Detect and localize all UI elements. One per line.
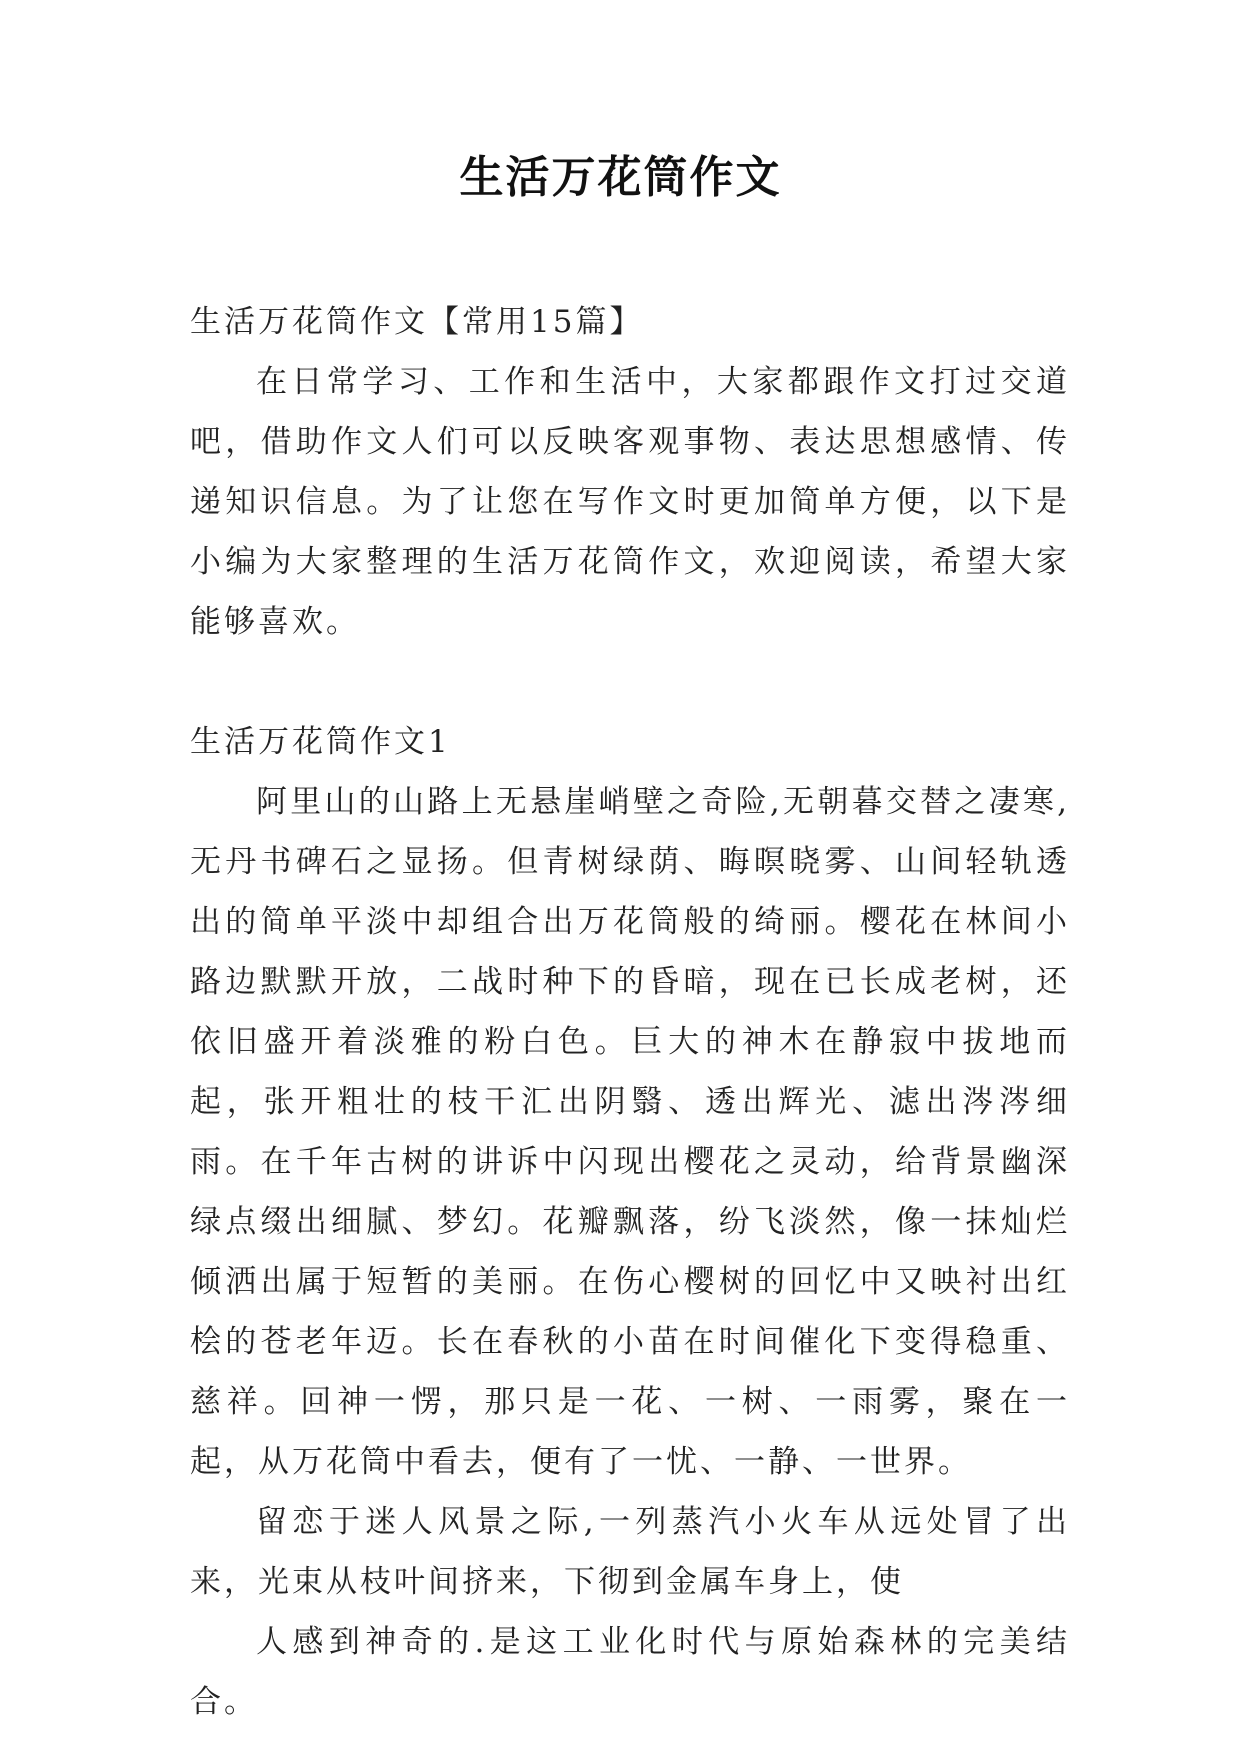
essay-1-paragraph-1: 阿里山的山路上无悬崖峭壁之奇险,无朝暮交替之凄寒,无丹书碑石之显扬。但青树绿荫、晦暝晓雾、山间轻轨透出的简单平淡中却组合出万花筒般的绮丽。樱花在林间小路边默默开放，二战时种下的昏暗，现在已长成老树，还依旧盛开着淡雅的粉白色。巨大的神木在静寂中拔地而起，张开粗壮的枝干汇出阴翳、透出辉光、滤出涔涔细雨。在千年古树的讲诉中闪现出樱花之灵动，给背景幽深绿点缀出细腻、梦幻。花瓣飘落，纷飞淡然，像一抹灿烂倾洒出属于短暂的美丽。在伤心樱树的回忆中又映衬出红桧的苍老年迈。长在春秋的小苗在时间催化下变得稳重、慈祥。回神一愣，那只是一花、一树、一雨雾，聚在一起，从万花筒中看去，便有了一忧、一静、一世界。 [190,784,1070,1480]
essay-1-paragraph-3: 人感到神奇的.是这工业化时代与原始森林的完美结合。 [190,1624,1070,1720]
intro-paragraph: 在日常学习、工作和生活中，大家都跟作文打过交道吧，借助作文人们可以反映客观事物、表达思想感情、传递知识信息。为了让您在写作文时更加简单方便，以下是小编为大家整理的生活万花筒作文，欢迎阅读，希望大家能够喜欢。 [190,364,1070,640]
intro-heading: 生活万花筒作文【常用15篇】 [190,304,644,340]
essay-1-paragraph-2: 留恋于迷人风景之际,一列蒸汽小火车从远处冒了出来，光束从枝叶间挤来，下彻到金属车身上，使 [190,1504,1070,1600]
essay-1-heading: 生活万花筒作文1 [190,724,451,760]
document-body [190,292,1070,1732]
document-title: 生活万花筒作文 [459,152,782,203]
section-spacer [190,652,1070,712]
